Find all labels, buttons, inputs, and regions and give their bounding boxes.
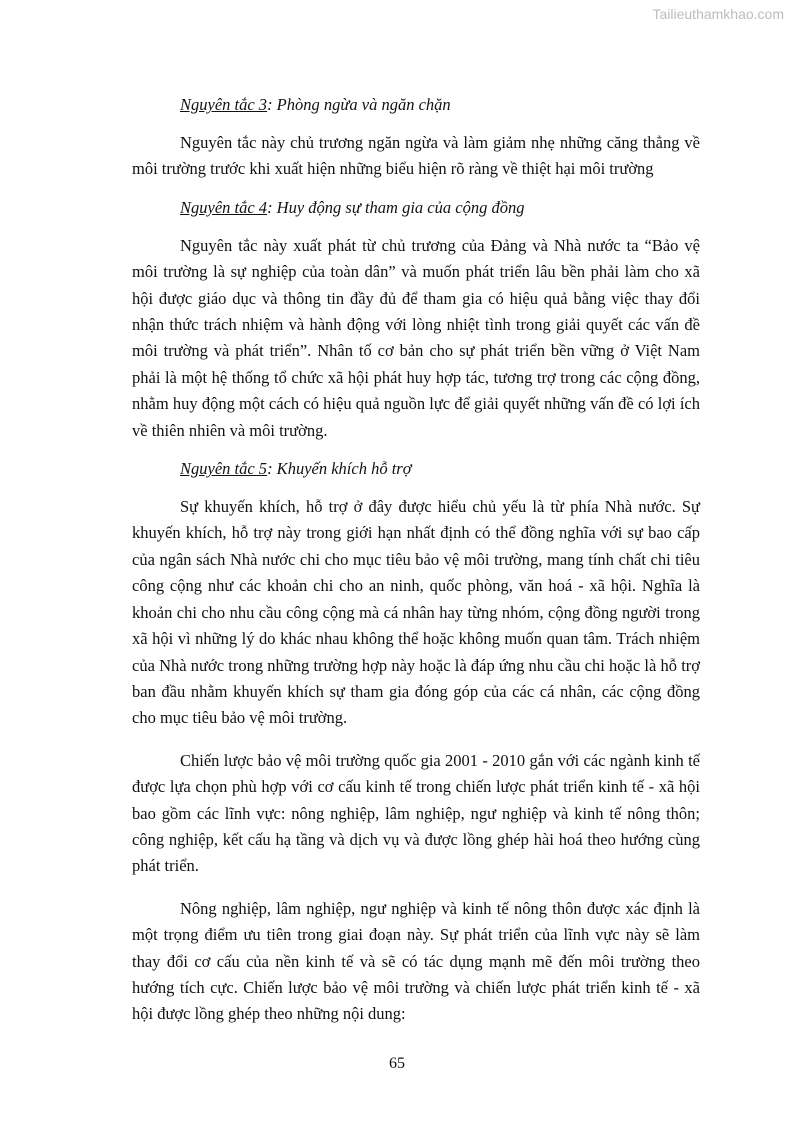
section-heading-principle-3 xyxy=(132,92,700,118)
document-body xyxy=(132,92,700,1040)
watermark: Tailieuthamkhao.com xyxy=(652,6,784,22)
section-heading-principle-5 xyxy=(132,456,700,482)
heading-text: : Phòng ngừa và ngăn chặn xyxy=(267,95,451,114)
heading-text: : Khuyến khích hỗ trợ xyxy=(267,459,412,479)
paragraph: Sự khuyến khích, hỗ trợ ở đây được hiểu chủ yếu là từ phía Nhà nước. Sự khuyến khích, hỗ trợ này trong giới hạn nhất định có thể đồng nghĩa với sự bao cấp của ngân sách Nhà nước chi cho mục tiêu bảo vệ môi trường, mang tính chất chi tiêu công cộng như các khoản chi cho an ninh, quốc phòng, văn hoá - xã hội. Nghĩa là khoản chi cho nhu cầu công cộng mà cá nhân hay từng nhóm, cộng đồng người trong xã hội vì những lý do khác nhau không thể hoặc không muốn quan tâm. Trách nhiệm của Nhà nước trong những trường hợp này hoặc là đáp ứng nhu cầu chi hoặc là hỗ trợ ban đầu nhằm khuyến khích sự tham gia đóng góp của các cá nhân, các cộng đồng cho mục tiêu bảo vệ môi trường. xyxy=(132,497,700,728)
heading-label: Nguyên tắc 4 xyxy=(180,197,268,217)
page-number: 65 xyxy=(389,1055,405,1072)
paragraph: Nguyên tắc này chủ trương ngăn ngừa và làm giảm nhẹ những căng thẳng về môi trường trước khi xuất hiện những biểu hiện rõ ràng về thiệt hại môi trường xyxy=(132,133,700,179)
paragraph: Nguyên tắc này xuất phát từ chủ trương của Đảng và Nhà nước ta “Bảo vệ môi trường là sự nghiệp của toàn dân” và muốn phát triển lâu bền phải làm cho xã hội được giáo dục và thông tin đầy đủ để tham gia có hiệu quả bằng việc thay đổi nhận thức trách nhiệm và hành động với lòng nhiệt tình trong giải quyết các vấn đề môi trường và phát triển”. Nhân tố cơ bản cho sự phát triển bền vững ở Việt Nam phải là một hệ thống tổ chức xã hội phát huy hợp tác, tương trợ trong các cộng đồng, nhằm huy động một cách có hiệu quả nguồn lực để giải quyết những vấn đề có lợi ích về thiên nhiên và môi trường. xyxy=(132,235,700,440)
paragraph: Chiến lược bảo vệ môi trường quốc gia 2001 - 2010 gắn với các ngành kinh tế được lựa chọn phù hợp với cơ cấu kinh tế trong chiến lược phát triển kinh tế - xã hội bao gồm các lĩnh vực: nông nghiệp, lâm nghiệp, ngư nghiệp và kinh tế nông thôn; công nghiệp, kết cấu hạ tầng và dịch vụ và được lồng ghép hài hoá theo hướng cùng phát triển. xyxy=(132,750,700,876)
section-heading-principle-4 xyxy=(132,195,700,221)
heading-label: Nguyên tắc 5 xyxy=(180,459,268,479)
heading-text: : Huy động sự tham gia của cộng đồng xyxy=(267,197,525,217)
paragraph: Nông nghiệp, lâm nghiệp, ngư nghiệp và kinh tế nông thôn được xác định là một trọng điểm ưu tiên trong giai đoạn này. Sự phát triển của lĩnh vực này sẽ làm thay đổi cơ cấu của nền kinh tế và sẽ có tác dụng mạnh mẽ đến môi trường theo hướng tích cực. Chiến lược bảo vệ môi trường và chiến lược phát triển kinh tế - xã hội được lồng ghép theo những nội dung: xyxy=(132,898,700,1024)
heading-label: Nguyên tắc 3 xyxy=(180,95,268,114)
